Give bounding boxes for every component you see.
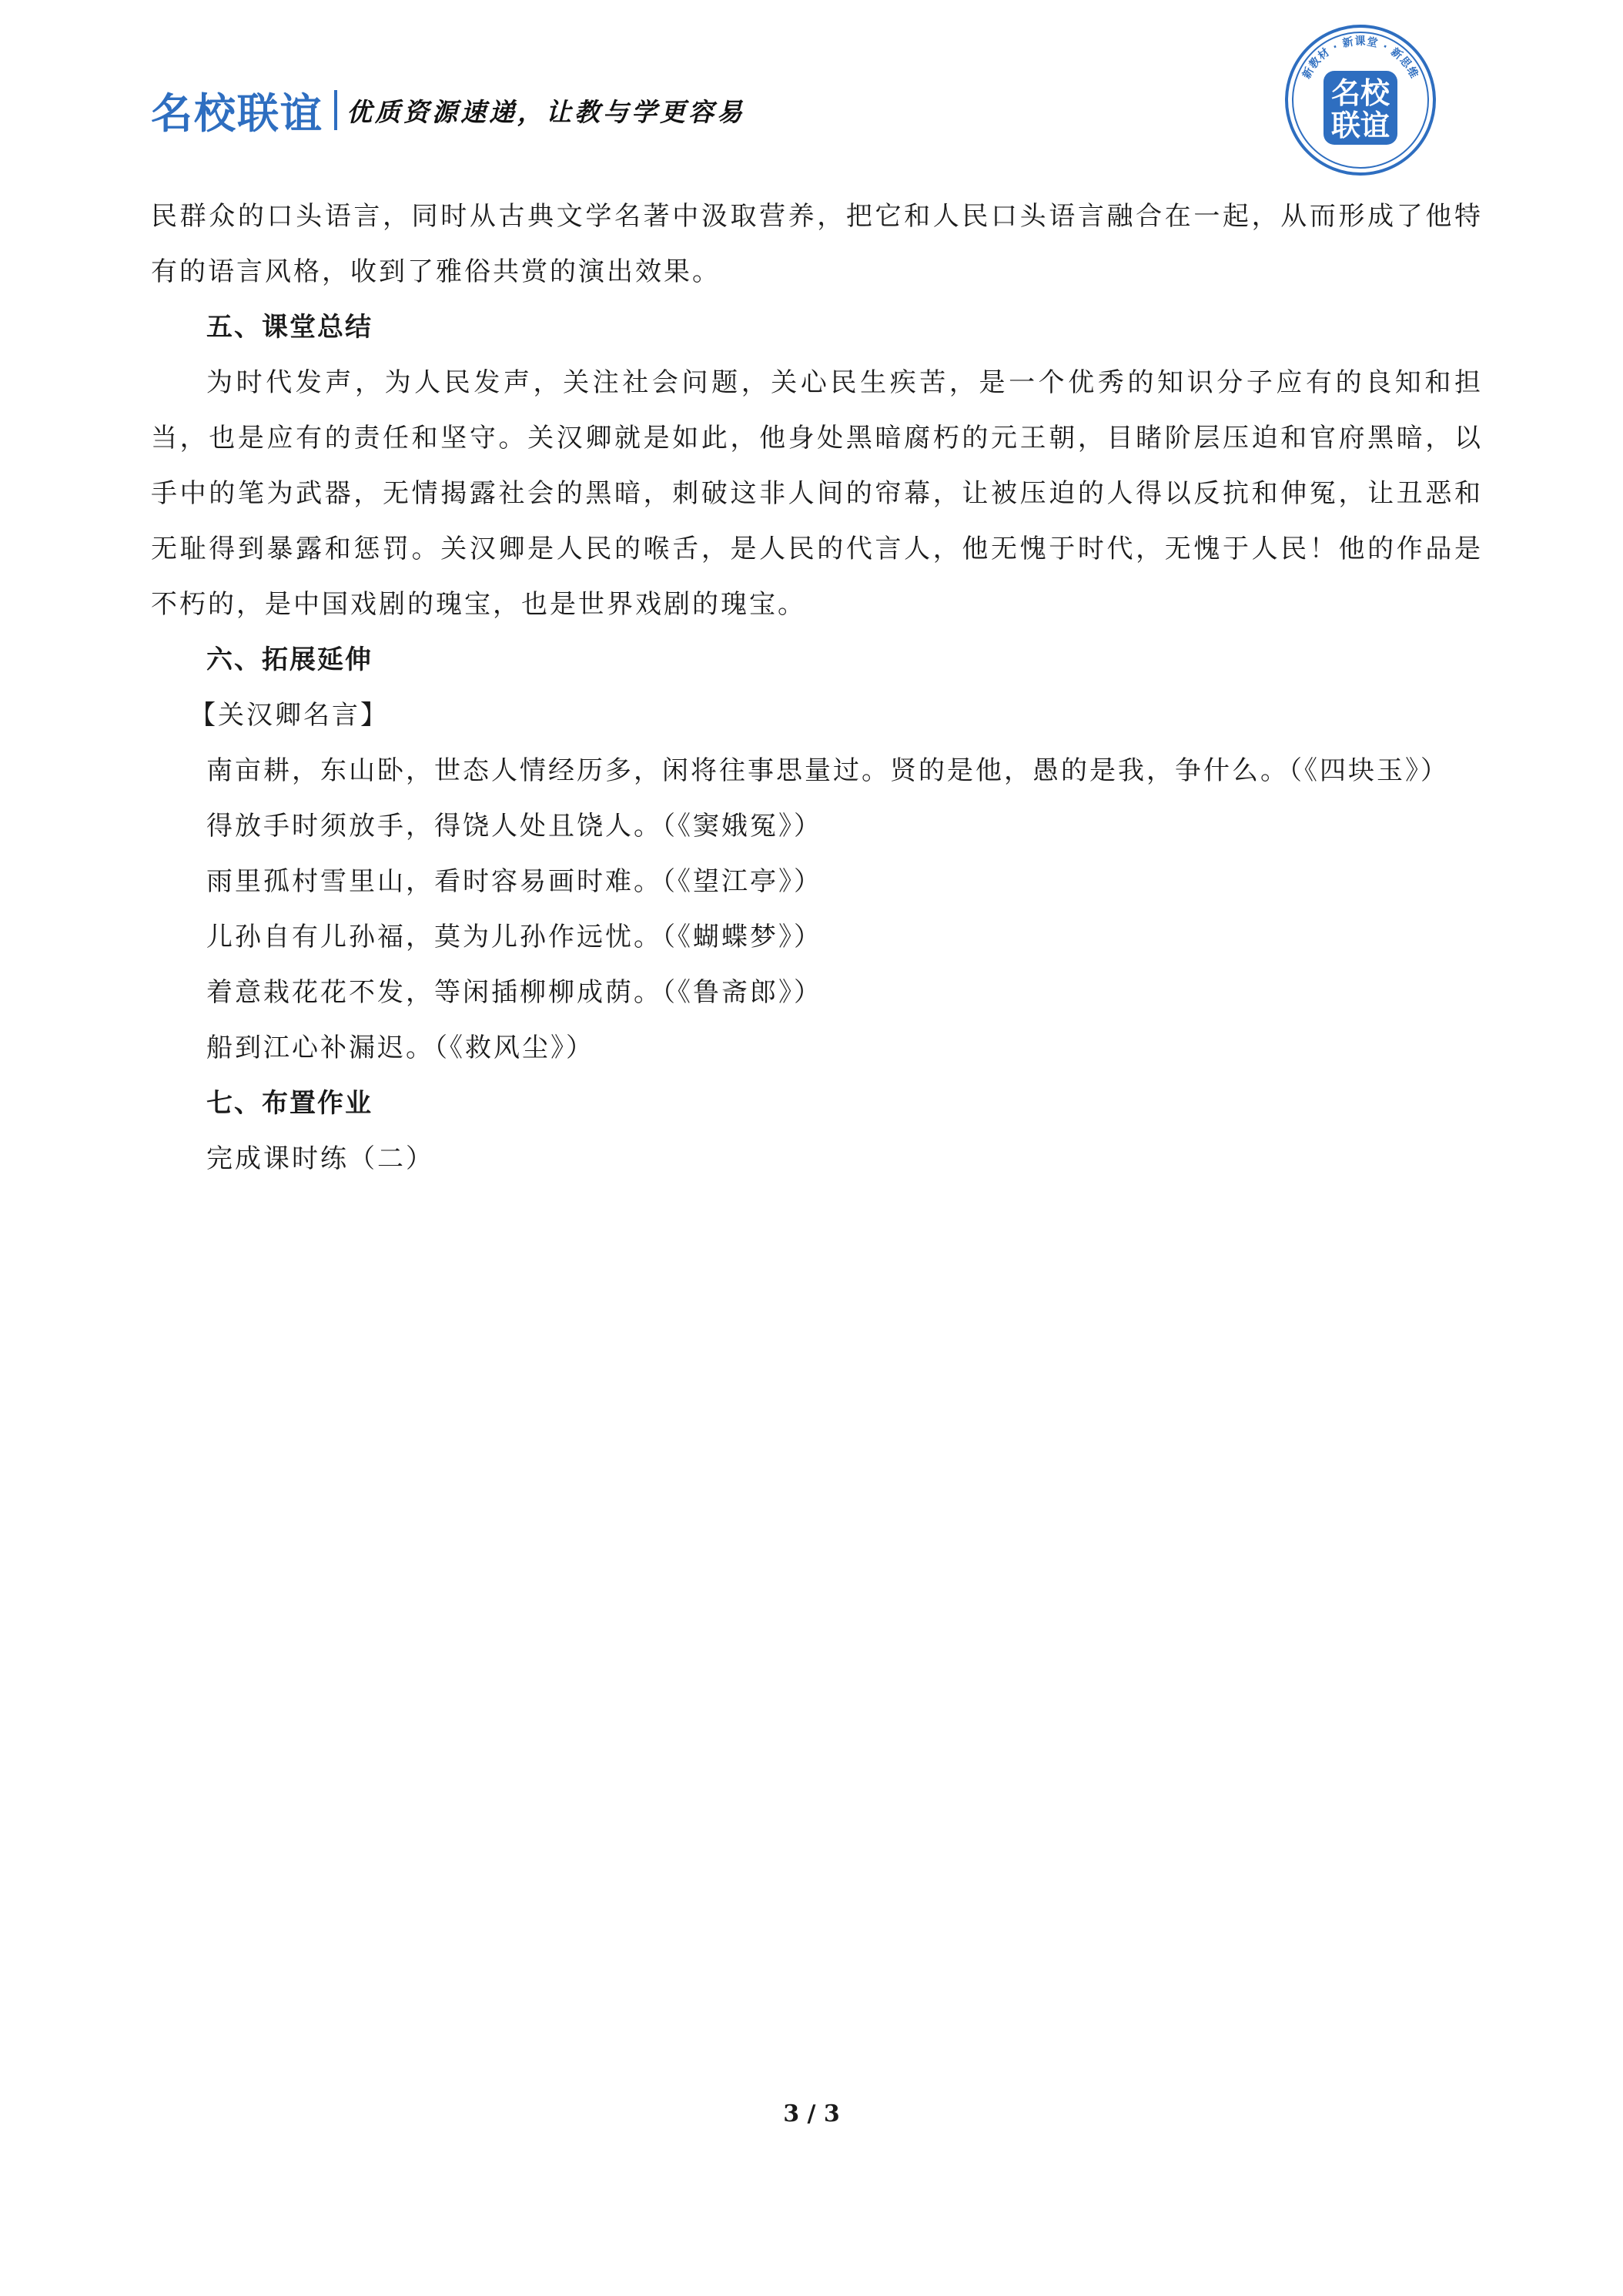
quote-item: 南亩耕，东山卧，世态人情经历多，闲将往事思量过。贤的是他，愚的是我，争什么。（《四块玉》） [206, 755, 1449, 786]
section-6-heading: 六、拓展延伸 [206, 644, 373, 675]
document-body [151, 189, 1483, 1186]
quote-item: 儿孙自有儿孙福，莫为儿孙作远忧。（《蝴蝶梦》） [206, 922, 822, 952]
header-divider [334, 90, 337, 130]
section-5-paragraph: 为时代发声，为人民发声，关注社会问题，关心民生疾苦，是一个优秀的知识分子应有的良知和担当，也是应有的责任和坚守。关汉卿就是如此，他身处黑暗腐朽的元王朝，目睹阶层压迫和官府黑暗，以手中的笔为武器，无情揭露社会的黑暗，刺破这非人间的帘幕，让被压迫的人得以反抗和伸冤，让丑恶和无耻得到暴露和惩罚。关汉卿是人民的喉舌，是人民的代言人，他无愧于时代，无愧于人民！他的作品是不朽的，是中国戏剧的瑰宝，也是世界戏剧的瑰宝。 [151, 367, 1483, 620]
quote-item: 着意栽花花不发，等闲插柳柳成荫。（《鲁斋郎》） [206, 977, 822, 1008]
page-number: 3 / 3 [783, 2100, 840, 2127]
brand-logo-text: 名校联谊 [151, 89, 323, 138]
section-7-text: 完成课时练（二） [206, 1143, 434, 1174]
seal-text-top: 名校 [1330, 76, 1390, 110]
header [151, 83, 745, 137]
intro-paragraph: 民群众的口头语言，同时从古典文学名著中汲取营养，把它和人民口头语言融合在一起，从而形成了他特有的语言风格，收到了雅俗共赏的演出效果。 [151, 201, 1483, 287]
header-slogan: 优质资源速递，让教与学更容易 [346, 96, 745, 127]
section-7-heading: 七、布置作业 [206, 1088, 373, 1119]
quote-item: 雨里孤村雪里山，看时容易画时难。（《望江亭》） [206, 866, 822, 897]
section-5-heading: 五、课堂总结 [206, 312, 373, 343]
quote-item: 得放手时须放手，得饶人处且饶人。（《窦娥冤》） [206, 811, 822, 842]
seal-text-bottom: 联谊 [1330, 109, 1390, 142]
seal-ring-text: 新教材 · 新课堂 · 新思维 [1300, 35, 1421, 82]
section-6-subtitle: 【关汉卿名言】 [189, 700, 389, 731]
quote-item: 船到江心补漏迟。（《救风尘》） [206, 1033, 594, 1063]
seal-logo-icon [1283, 23, 1437, 177]
